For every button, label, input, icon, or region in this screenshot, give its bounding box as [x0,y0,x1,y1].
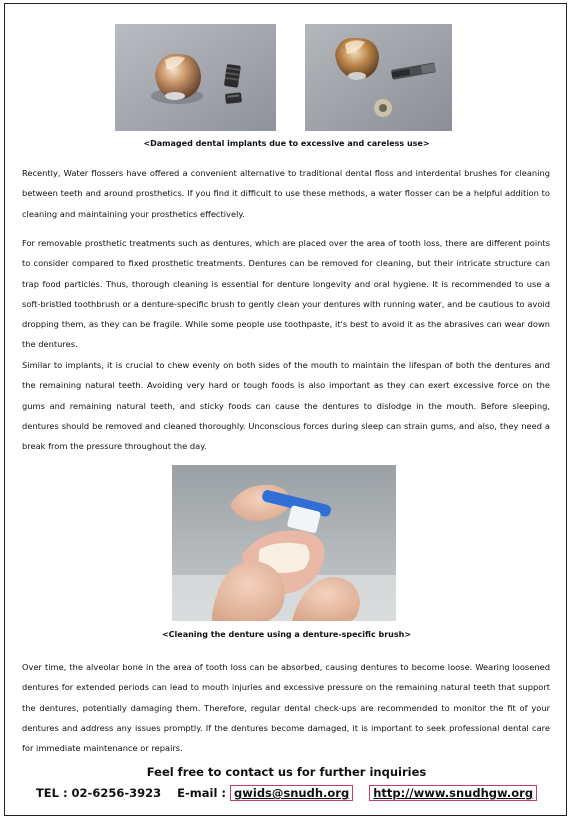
contact-title: Feel free to contact us for further inquiries [146,765,427,779]
implant-photo-right [305,24,452,131]
website-link[interactable]: http://www.snudhgw.org [369,785,537,801]
contact-line [0,786,573,800]
tel-label: TEL : 02-6256-3923 [35,786,162,800]
crown-and-screw-photo-icon [115,24,276,131]
implant-photo-caption: <Damaged dental implants due to excessive and careless use> [143,139,430,148]
denture-cleaning-photo [172,465,396,621]
paragraph-chewing-evenly: Similar to implants, it is crucial to chew evenly on both sides of the mouth to maintain the lifespan of both the dentures and the remaining natural teeth. Avoiding very hard or tough foods is also important as they can exert excessive force on the gums and remaining natural teeth, and sticky foods can cause the dentures to dislodge in the mouth. Before sleeping, dentures should be removed and cleaned thoroughly. Unconscious forces during sleep can strain gums, and also, they need a break from the pressure throughout the day. [22,360,550,452]
crown-screw-abutment-photo-icon [305,24,452,131]
paragraph-water-flossers: Recently, Water flossers have offered a convenient alternative to traditional dental floss and interdental brushes for cleaning between teeth and around prosthetics. If you find it difficult to use these methods, a water flosser can be a helpful addition to cleaning and maintaining your prosthetics effectively. [22,168,550,219]
denture-photo-caption: <Cleaning the denture using a denture-specific brush> [161,630,412,639]
paragraph-removable-prosthetics: For removable prosthetic treatments such as dentures, which are placed over the area of tooth loss, there are different points to consider compared to fixed prosthetic treatments. Dentures can be removed for cleaning, but their intricate structure can trap food particles. Thus, thorough cleaning is essential for denture longevity and oral hygiene. It is recommended to use a soft-bristled toothbrush or a denture-specific brush to gently clean your dentures with running water, and be cautious to avoid dropping them, as they can be fragile. While some people use toothpaste, it's best to avoid it as the abrasives can wear down the dentures. [22,238,550,350]
implant-photo-left [115,24,276,131]
denture-brushing-photo-icon [172,465,396,621]
email-link[interactable]: gwids@snudh.org [230,785,353,801]
email-label: E-mail : [177,786,226,800]
paragraph-alveolar-bone: Over time, the alveolar bone in the area of tooth loss can be absorbed, causing dentures to become loose. Wearing loosened dentures for extended periods can lead to mouth injuries and excessive pressure on the remaining natural teeth that support the dentures, potentially damaging them. Therefore, regular dental check-ups are recommended to monitor the fit of your dentures and address any issues promptly. If the dentures become damaged, it is important to seek professional dental care for immediate maintenance or repairs. [22,662,550,754]
